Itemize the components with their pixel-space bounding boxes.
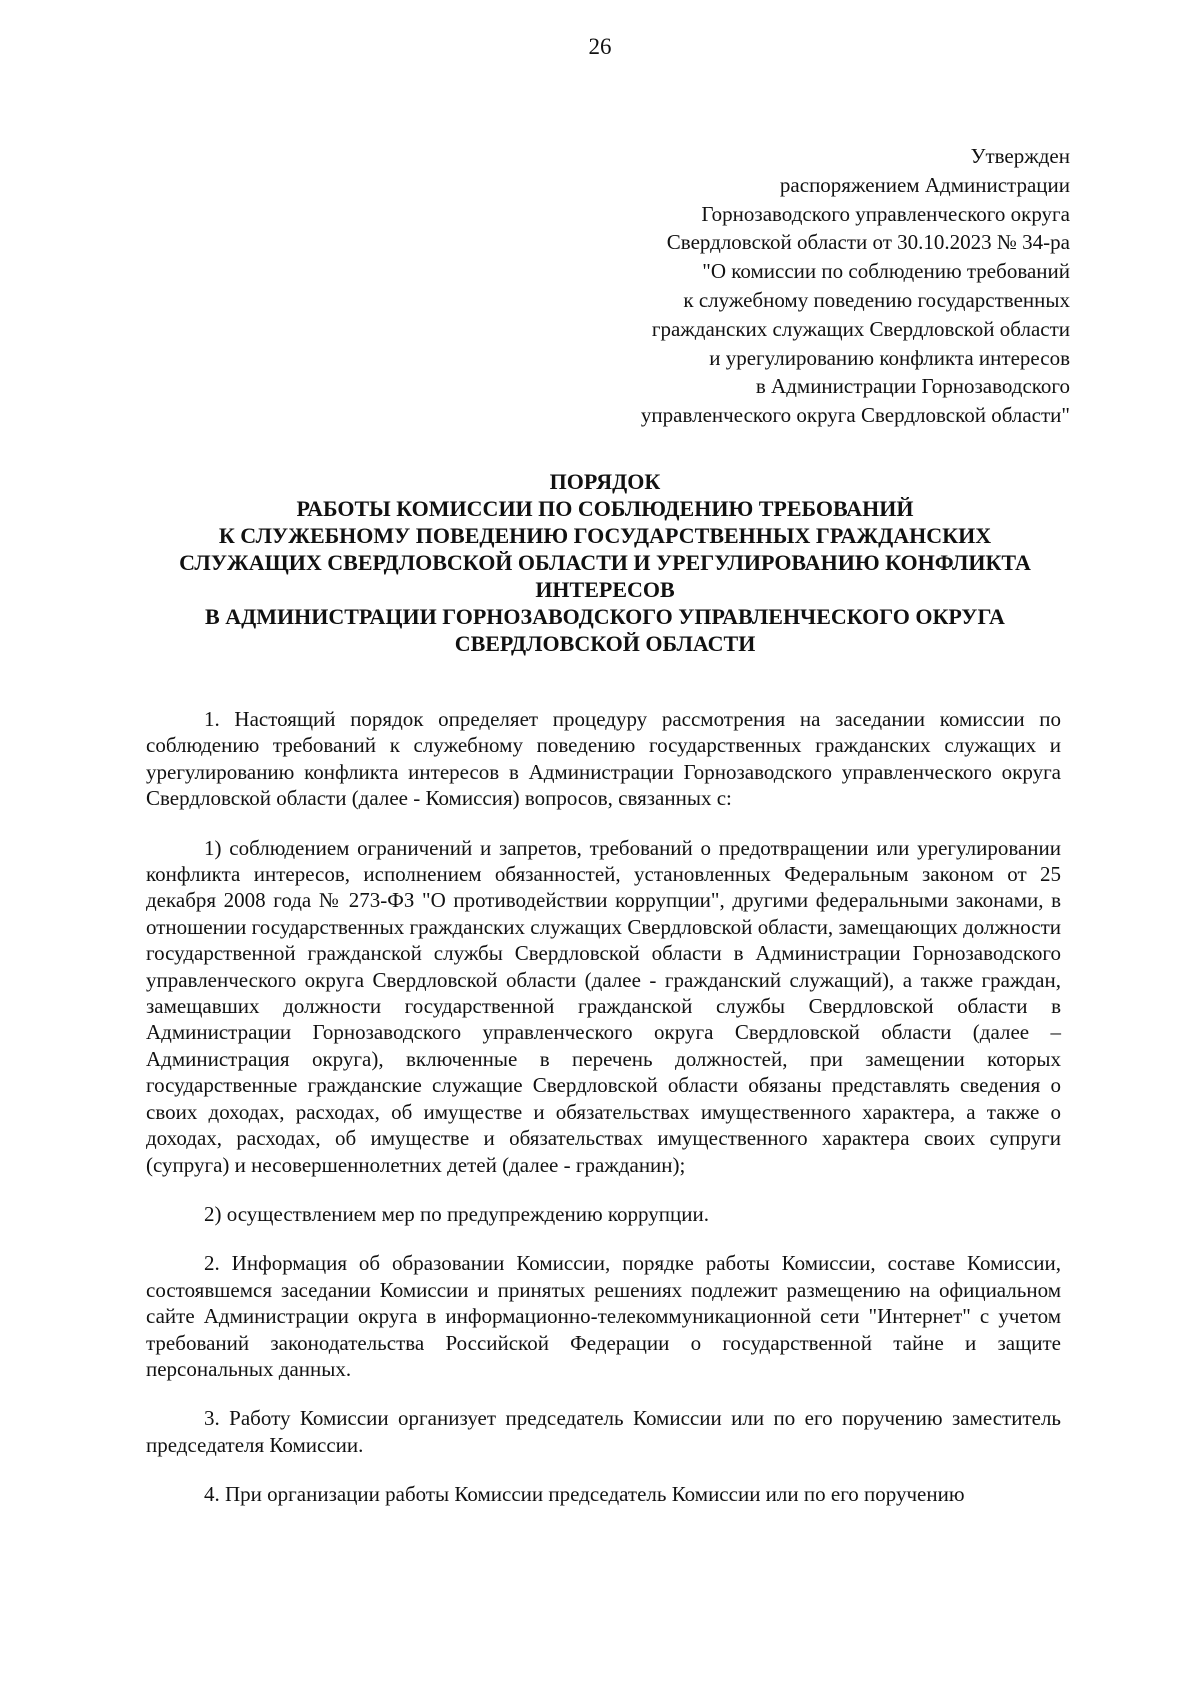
approval-line: и урегулированию конфликта интересов bbox=[709, 345, 1070, 370]
paragraph-1: 1. Настоящий порядок определяет процедуру рассмотрения на заседании комиссии по соблюдению требований к служебному поведению государственных гражданских служащих и урегулированию конфликта интересов в Администрации Горнозаводского управленческого округа Свердловской области (далее - Комиссия) вопросов, связанных с: bbox=[146, 707, 1061, 811]
paragraph-1-subitem-1: 1) соблюдением ограничений и запретов, требований о предотвращении или урегулировании конфликта интересов, исполнением обязанностей, установленных Федеральным законом от 25 декабря 2008 года № 273-ФЗ "О противодействии коррупции", другими федеральными законами, в отношении государственных гражданских служащих Свердловской области, замещающих должности государственной гражданской службы Свердловской области в Администрации Горнозаводского управленческого округа Свердловской области (далее - гражданский служащий), а также граждан, замещавших должности государственной гражданской службы Свердловской области в Администрации Горнозаводского управленческого округа Свердловской области (далее – Администрация округа), включенные в перечень должностей, при замещении которых государственные гражданские служащие Свердловской области обязаны представлять сведения о своих доходах, расходах, об имуществе и обязательствах имущественного характера, а также о доходах, расходах, об имуществе и обязательствах имущественного характера своих супруги (супруга) и несовершеннолетних детей (далее - гражданин); bbox=[146, 835, 1061, 1177]
approval-block bbox=[510, 142, 1070, 430]
paragraph-2: 2. Информация об образовании Комиссии, порядке работы Комиссии, составе Комиссии, состоявшемся заседании Комиссии и принятых решениях подлежит размещению на официальном сайте Администрации округа в информационно-телекоммуникационной сети "Интернет" с учетом требований законодательства Российской Федерации о государственной тайне и защите персональных данных. bbox=[146, 1251, 1061, 1381]
title-line: СВЕРДЛОВСКОЙ ОБЛАСТИ bbox=[454, 631, 756, 656]
page-number: 26 bbox=[588, 34, 612, 59]
approval-line: Горнозаводского управленческого округа bbox=[701, 201, 1070, 226]
approval-line: к служебному поведению государственных bbox=[683, 287, 1070, 312]
document-body bbox=[146, 706, 1061, 1531]
title-line: РАБОТЫ КОМИССИИ ПО СОБЛЮДЕНИЮ ТРЕБОВАНИЙ bbox=[296, 496, 914, 521]
approval-line: управленческого округа Свердловской области" bbox=[640, 403, 1070, 428]
paragraph-3: 3. Работу Комиссии организует председатель Комиссии или по его поручению заместитель председателя Комиссии. bbox=[146, 1406, 1061, 1457]
approval-line: "О комиссии по соблюдению требований bbox=[702, 259, 1070, 284]
approval-line: распоряжением Администрации bbox=[779, 172, 1070, 197]
paragraph-1-subitem-2: 2) осуществлением мер по предупреждению коррупции. bbox=[204, 1201, 709, 1226]
approval-line: в Администрации Горнозаводского bbox=[755, 374, 1070, 399]
approval-line: гражданских служащих Свердловской области bbox=[651, 316, 1070, 341]
approval-line: Свердловской области от 30.10.2023 № 34-ра bbox=[666, 230, 1070, 255]
approval-line: Утвержден bbox=[970, 144, 1070, 168]
paragraph-4: 4. При организации работы Комиссии председатель Комиссии или по его поручению bbox=[204, 1482, 965, 1507]
title-line: К СЛУЖЕБНОМУ ПОВЕДЕНИЮ ГОСУДАРСТВЕННЫХ ГРАЖДАНСКИХ bbox=[218, 523, 992, 548]
title-line: ПОРЯДОК bbox=[549, 469, 661, 494]
title-line: СЛУЖАЩИХ СВЕРДЛОВСКОЙ ОБЛАСТИ И УРЕГУЛИРОВАНИЮ КОНФЛИКТА bbox=[179, 550, 1031, 575]
title-line: В АДМИНИСТРАЦИИ ГОРНОЗАВОДСКОГО УПРАВЛЕНЧЕСКОГО ОКРУГА bbox=[205, 604, 1005, 629]
document-title bbox=[150, 468, 1060, 657]
title-line: ИНТЕРЕСОВ bbox=[535, 577, 675, 602]
